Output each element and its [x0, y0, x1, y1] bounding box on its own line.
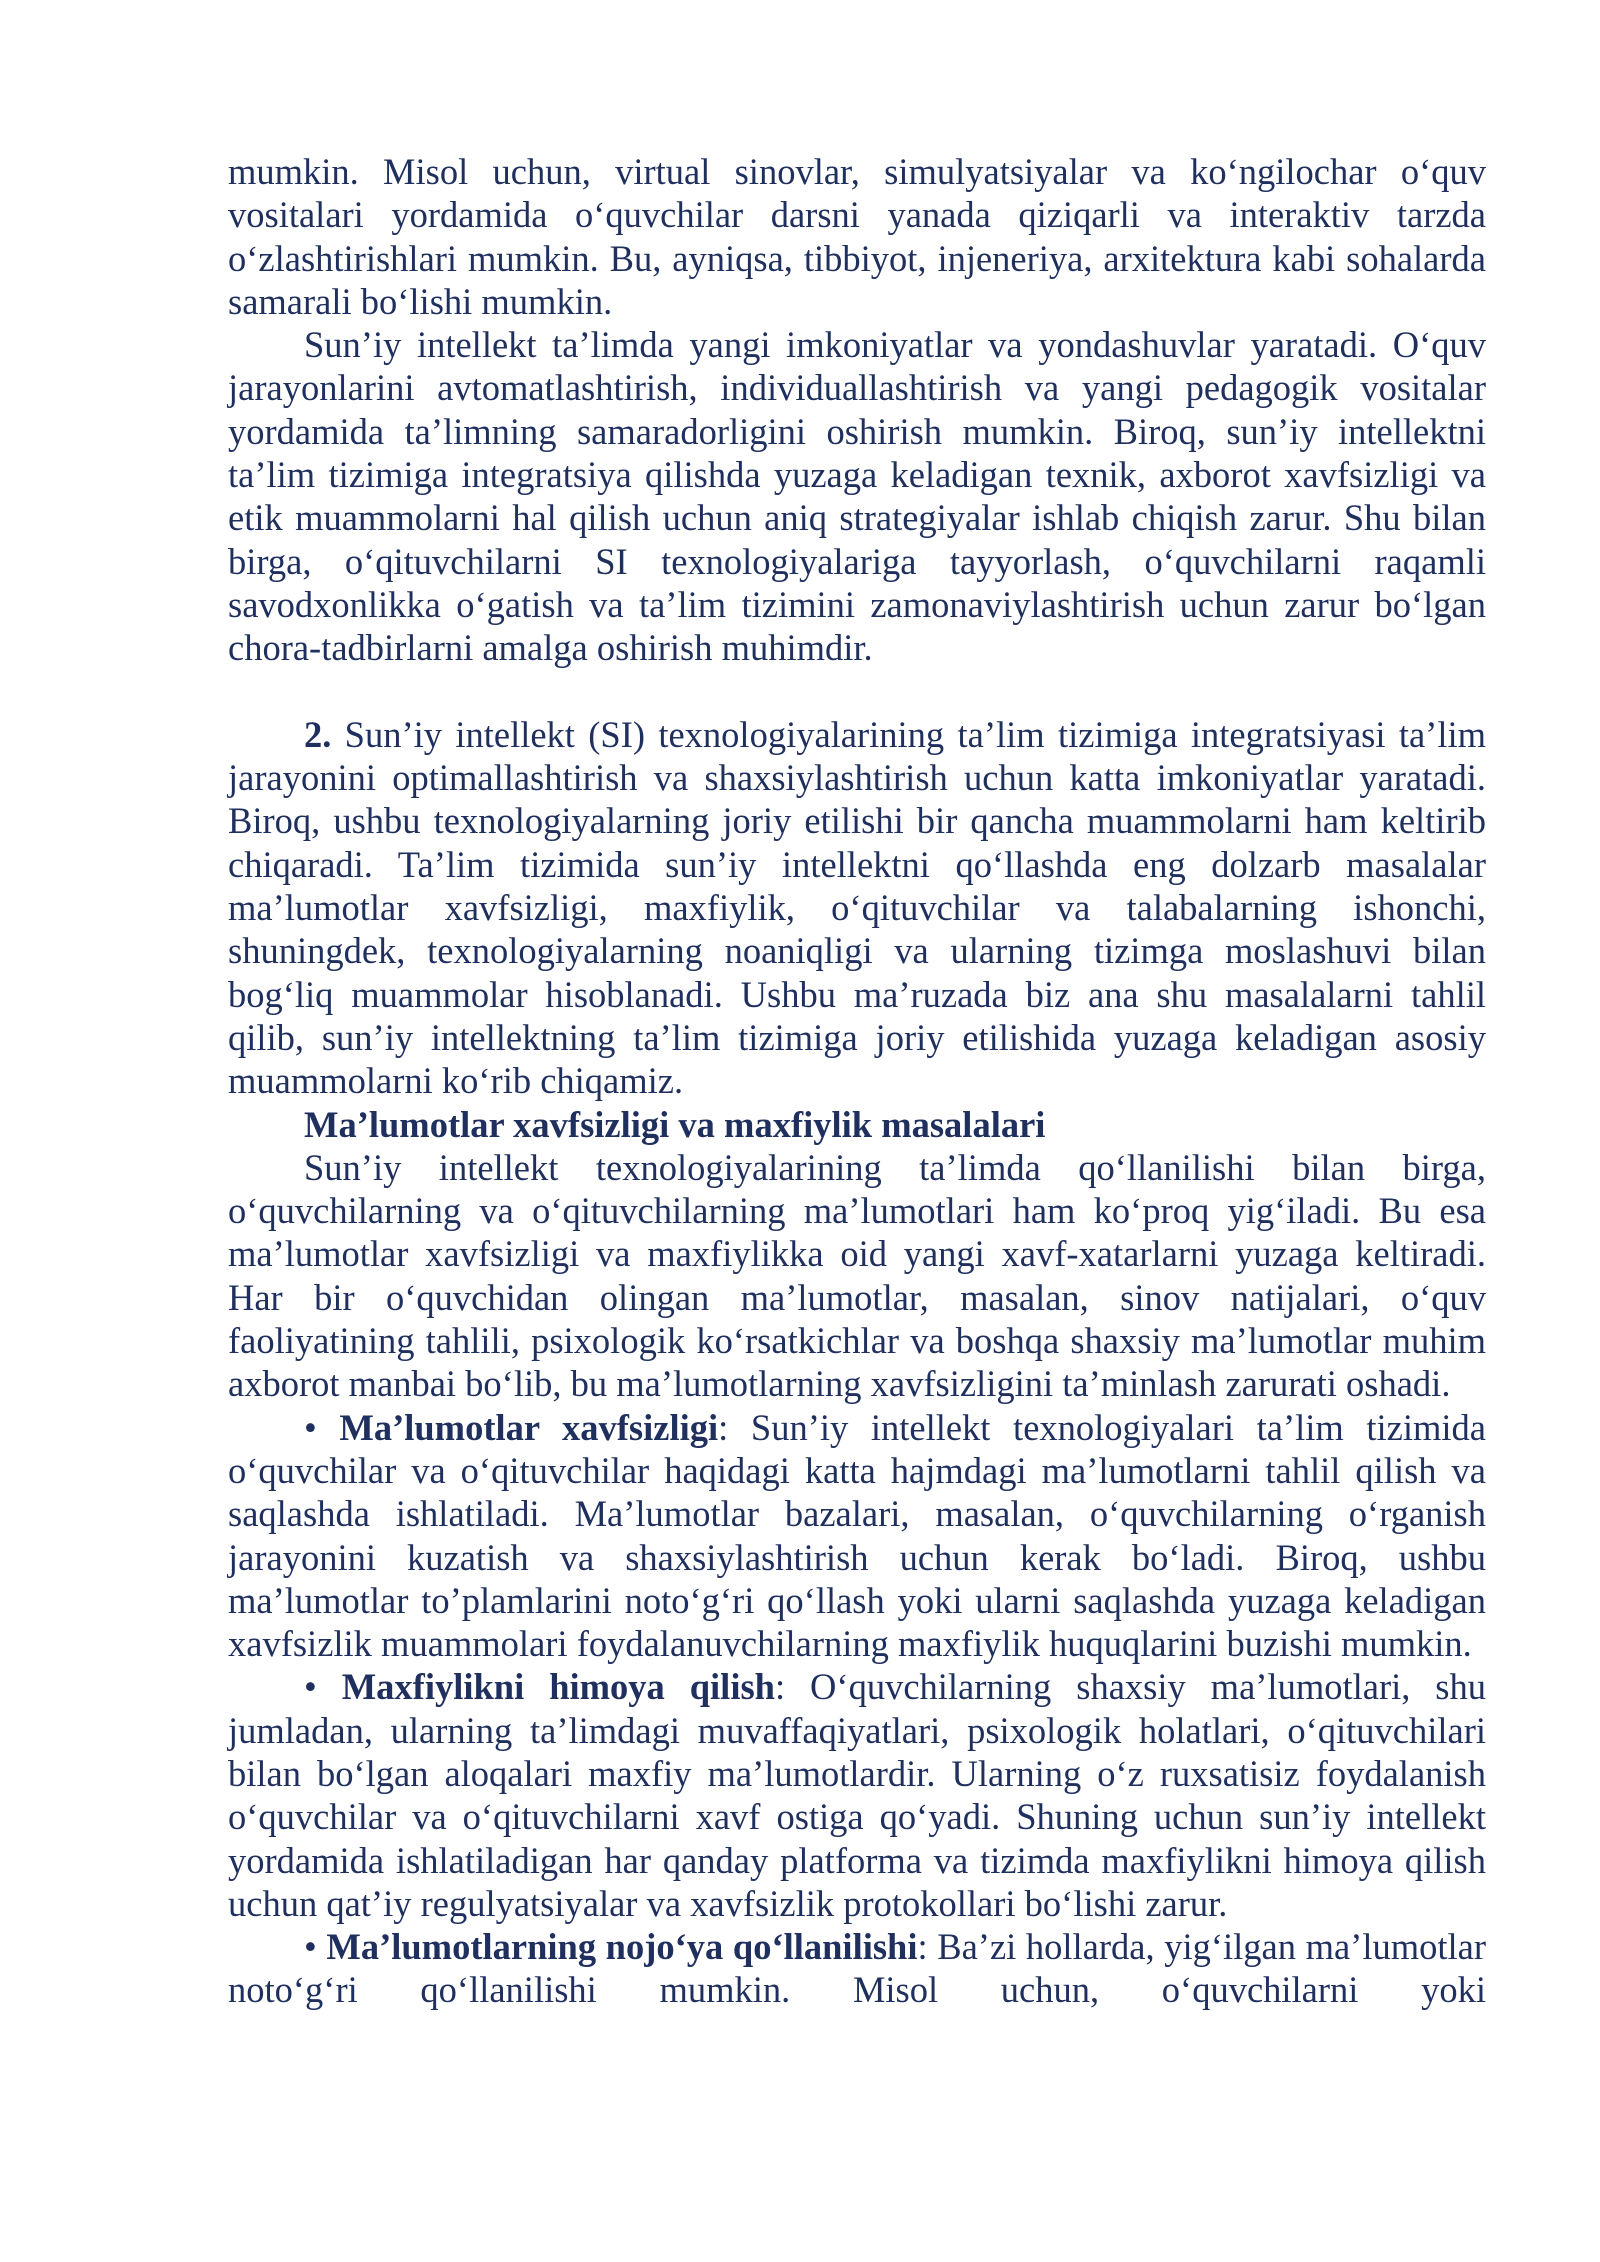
paragraph-continuation: mumkin. Misol uchun, virtual sinovlar, simulyatsiyalar va ko‘ngilochar o‘quv vositalari yordamida o‘quvchilar darsni yanada qiziqarli va interaktiv tarzda o‘zlashtirishlari mumkin. Bu, ayniqsa, tibbiyot, injeneriya, arxitektura kabi sohalarda samarali bo‘lishi mumkin.: [228, 151, 1486, 322]
paragraph-gap: [228, 670, 1486, 713]
document-page: [228, 150, 1486, 2012]
section-number: 2.: [304, 713, 332, 755]
bullet-term: Ma’lumotlarning nojo‘ya qo‘llanilishi: [326, 1926, 918, 1968]
bullet-item: [228, 1665, 1486, 1925]
bullet-text: : O‘quvchilarning shaxsiy ma’lumotlari, shu jumladan, ularning ta’limdagi muvaffaqiyatlari, psixologik holatlari, o‘qituvchilari bilan bo‘lgan aloqalari maxfiy ma’lumotlardir. Ularning o‘z ruxsatisiz foydalanish o‘quvchilar va o‘qituvchilarni xavf ostiga qo‘yadi. Shuning uchun sun’iy intellekt yordamida ishlatiladigan har qanday platforma va tizimda maxfiylikni himoya qilish uchun qat’iy regulyatsiyalar va xavfsizlik protokollari bo‘lishi zarur.: [228, 1666, 1487, 1924]
paragraph-summary: Sun’iy intellekt ta’limda yangi imkoniyatlar va yondashuvlar yaratadi. O‘quv jarayonlarini avtomatlashtirish, individuallashtirish va yangi pedagogik vositalar yordamida ta’limning samaradorligini oshirish mumkin. Biroq, sun’iy intellektni ta’lim tizimiga integratsiya qilishda yuzaga keladigan texnik, axborot xavfsizligi va etik muammolarni hal qilish uchun aniq strategiyalar ishlab chiqish zarur. Shu bilan birga, o‘qituvchilarni SI texnologiyalariga tayyorlash, o‘quvchilarni raqamli savodxonlikka o‘gatish va ta’lim tizimini zamonaviylashtirish uchun zarur bo‘lgan chora-tadbirlarni amalga oshirish muhimdir.: [228, 324, 1486, 669]
paragraph-data-security-intro: Sun’iy intellekt texnologiyalarining ta’limda qo‘llanilishi bilan birga, o‘quvchilarning va o‘qituvchilarning ma’lumotlari ham ko‘proq yig‘iladi. Bu esa ma’lumotlar xavfsizligi va maxfiylikka oid yangi xavf-xatarlarni yuzaga keltiradi. Har bir o‘quvchidan olingan ma’lumotlar, masalan, sinov natijalari, o‘quv faoliyatining tahlili, psixologik ko‘rsatkichlar va boshqa shaxsiy ma’lumotlar muhim axborot manbai bo‘lib, bu ma’lumotlarning xavfsizligini ta’minlash zarurati oshadi.: [228, 1146, 1486, 1405]
bullet-text: : Ba’zi hollarda, yig‘ilgan ma’lumotlar noto‘g‘ri qo‘llanilishi mumkin. Misol uchun, o‘quvchilarni yoki: [228, 1926, 1486, 2011]
bullet-term: Ma’lumotlar xavfsizligi: [339, 1406, 719, 1448]
bullet-term: Maxfiylikni himoya qilish: [341, 1666, 775, 1708]
bullet-marker: •: [304, 1666, 317, 1708]
bullet-item: [228, 1925, 1486, 2012]
section-2-text: Sun’iy intellekt (SI) texnologiyalarining ta’lim tizimiga integratsiyasi ta’lim jarayonini optimallashtirish va shaxsiylashtirish uchun katta imkoniyatlar yaratadi. Biroq, ushbu texnologiyalarning joriy etilishi bir qancha muammolarni ham keltirib chiqaradi. Ta’lim tizimida sun’iy intellektni qo‘llashda eng dolzarb masalalar ma’lumotlar xavfsizligi, maxfiylik, o‘qituvchilar va talabalarning ishonchi, shuningdek, texnologiyalarning noaniqligi va ularning tizimga moslashuvi bilan bog‘liq muammolar hisoblanadi. Ushbu ma’ruzada biz ana shu masalalarni tahlil qilib, sun’iy intellektning ta’lim tizimiga joriy etilishida yuzaga keladigan asosiy muammolarni ko‘rib chiqamiz.: [228, 713, 1486, 1102]
bullet-marker: •: [304, 1926, 317, 1968]
section-heading: Ma’lumotlar xavfsizligi va maxfiylik masalalari: [304, 1103, 1046, 1145]
bullet-text: : Sun’iy intellekt texnologiyalari ta’lim tizimida o‘quvchilar va o‘qituvchilar haqidagi katta hajmdagi ma’lumotlarni tahlil qilish va saqlashda ishlatiladi. Ma’lumotlar bazalari, masalan, o‘quvchilarning o‘rganish jarayonini kuzatish va shaxsiylashtirish uchun kerak bo‘ladi. Biroq, ushbu ma’lumotlar to’plamlarini noto‘g‘ri qo‘llash yoki ularni saqlashda yuzaga keladigan xavfsizlik muammolari foydalanuvchilarning maxfiylik huquqlarini buzishi mumkin.: [228, 1406, 1486, 1665]
bullet-item: [228, 1406, 1486, 1666]
bullet-marker: •: [304, 1406, 317, 1448]
paragraph-section-2: [228, 713, 1486, 1103]
